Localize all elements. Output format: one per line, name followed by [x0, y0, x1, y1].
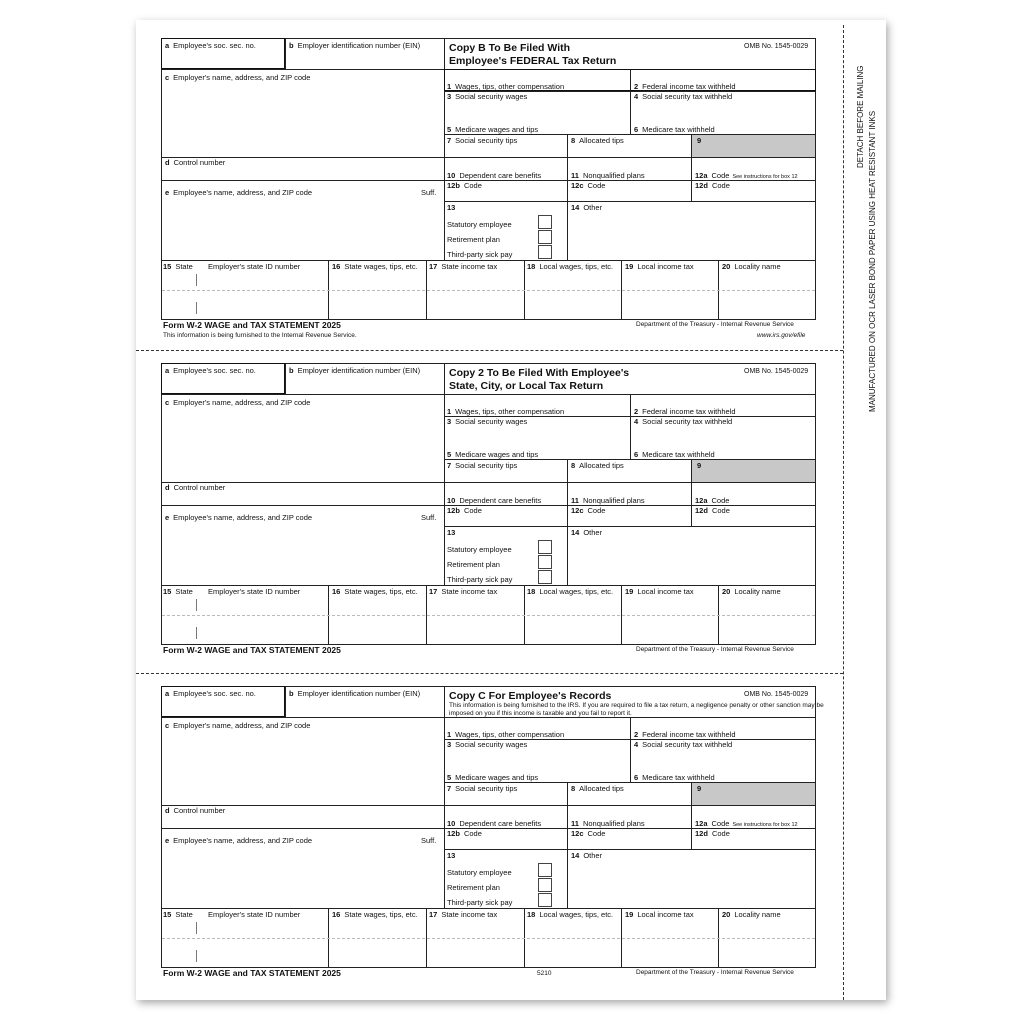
box-2-label: 2 Federal income tax withheld: [634, 407, 736, 416]
box-10-label: 10 Dependent care benefits: [447, 819, 542, 828]
omb-number: OMB No. 1545-0029: [744, 43, 809, 50]
statutory-employee-label: Statutory employee: [447, 545, 512, 554]
retirement-plan-checkbox[interactable]: [538, 230, 552, 244]
box-b-label: b Employer identification number (EIN): [289, 366, 421, 375]
box-c-label: c Employer's name, address, and ZIP code: [165, 73, 311, 82]
box-9-shaded: [692, 783, 815, 805]
detach-notice: DETACH BEFORE MAILING: [856, 65, 865, 168]
box-11-label: 11 Nonqualified plans: [571, 496, 645, 505]
box-a-label: a Employee's soc. sec. no.: [165, 689, 256, 698]
box-13-label: 13: [447, 528, 456, 537]
box-12d-label: 12d Code: [695, 506, 730, 515]
omb-number: OMB No. 1545-0029: [744, 368, 809, 375]
box-c-label: c Employer's name, address, and ZIP code: [165, 721, 311, 730]
box-19-label: 19 Local income tax: [625, 262, 694, 271]
box-5-label: 5 Medicare wages and tips: [447, 450, 539, 459]
retirement-plan-label: Retirement plan: [447, 235, 500, 244]
box-12a-label: 12a Code: [695, 496, 730, 505]
box-d-label: d Control number: [165, 806, 226, 815]
box-12c-label: 12c Code: [571, 829, 606, 838]
box-19-label: 19 Local income tax: [625, 910, 694, 919]
box-1-label: 1 Wages, tips, other compensation: [447, 407, 565, 416]
box-6-label: 6 Medicare tax withheld: [634, 450, 715, 459]
form-name: Form W-2 WAGE and TAX STATEMENT 2025: [163, 320, 341, 330]
box-3-label: 3 Social security wages: [447, 92, 528, 101]
box-b-label: b Employer identification number (EIN): [289, 41, 421, 50]
box-e-label: e Employee's name, address, and ZIP code: [165, 836, 313, 845]
retirement-plan-checkbox[interactable]: [538, 555, 552, 569]
sick-pay-checkbox[interactable]: [538, 570, 552, 584]
box-4-label: 4 Social security tax withheld: [634, 740, 733, 749]
box-12b-label: 12b Code: [447, 181, 482, 190]
box-11-label: 11 Nonqualified plans: [571, 171, 645, 180]
box-18-label: 18 Local wages, tips, etc.: [527, 910, 614, 919]
box-7-label: 7 Social security tips: [447, 784, 518, 793]
box-5-label: 5 Medicare wages and tips: [447, 773, 539, 782]
box-3-label: 3 Social security wages: [447, 740, 528, 749]
box-17-label: 17 State income tax: [429, 587, 498, 596]
form-number: 5210: [537, 970, 552, 977]
w2-copy-2: [0, 325, 1024, 655]
statutory-employee-checkbox[interactable]: [538, 215, 552, 229]
box-10-label: 10 Dependent care benefits: [447, 171, 542, 180]
box-12c-label: 12c Code: [571, 181, 606, 190]
copy-title: Copy B To Be Filed With: [449, 42, 571, 54]
box-20-label: 20 Locality name: [722, 262, 781, 271]
box-8-label: 8 Allocated tips: [571, 461, 624, 470]
box-12d-label: 12d Code: [695, 829, 730, 838]
box-15-label: 15 State: [163, 910, 193, 919]
box-20-label: 20 Locality name: [722, 910, 781, 919]
sick-pay-label: Third-party sick pay: [447, 575, 513, 584]
w2-copy-1: [0, 0, 1024, 339]
box-e-label: e Employee's name, address, and ZIP code: [165, 188, 313, 197]
box-b-label: b Employer identification number (EIN): [289, 689, 421, 698]
box-12b-label: 12b Code: [447, 829, 482, 838]
box-d-label: d Control number: [165, 158, 226, 167]
retirement-plan-label: Retirement plan: [447, 560, 500, 569]
retirement-plan-checkbox[interactable]: [538, 878, 552, 892]
retirement-plan-label: Retirement plan: [447, 883, 500, 892]
box-1-label: 1 Wages, tips, other compensation: [447, 82, 565, 91]
box-12a-label: 12a Code See instructions for box 12: [695, 819, 798, 828]
copy-title: Copy C For Employee's Records: [449, 690, 612, 702]
irs-dept: Department of the Treasury - Internal Revenue Service: [636, 969, 794, 976]
suffix-label: Suff.: [421, 836, 437, 845]
box-9-shaded: [692, 460, 815, 482]
statutory-employee-checkbox[interactable]: [538, 863, 552, 877]
irs-dept: Department of the Treasury - Internal Revenue Service: [636, 646, 794, 653]
paper-notice: MANUFACTURED ON OCR LASER BOND PAPER USING HEAT RESISTANT INKS: [868, 110, 877, 412]
box-a-label: a Employee's soc. sec. no.: [165, 366, 256, 375]
box-13-label: 13: [447, 851, 456, 860]
box-18-label: 18 Local wages, tips, etc.: [527, 262, 614, 271]
box-9-label: 9: [697, 784, 702, 793]
statutory-employee-label: Statutory employee: [447, 868, 512, 877]
box-15-label: 15 State: [163, 587, 193, 596]
box-a-label: a Employee's soc. sec. no.: [165, 41, 256, 50]
box-2-label: 2 Federal income tax withheld: [634, 82, 736, 91]
copy-subtitle: State, City, or Local Tax Return: [449, 380, 604, 392]
box-2-label: 2 Federal income tax withheld: [634, 730, 736, 739]
state-id-label: Employer's state ID number: [208, 262, 301, 271]
copy-subtitle: Employee's FEDERAL Tax Return: [449, 55, 617, 67]
box-14-label: 14 Other: [571, 851, 603, 860]
sick-pay-checkbox[interactable]: [538, 893, 552, 907]
box-6-label: 6 Medicare tax withheld: [634, 773, 715, 782]
box-11-label: 11 Nonqualified plans: [571, 819, 645, 828]
form-name: Form W-2 WAGE and TAX STATEMENT 2025: [163, 645, 341, 655]
statutory-employee-checkbox[interactable]: [538, 540, 552, 554]
box-3-label: 3 Social security wages: [447, 417, 528, 426]
box-12b-label: 12b Code: [447, 506, 482, 515]
box-9-label: 9: [697, 461, 702, 470]
box-14-label: 14 Other: [571, 203, 603, 212]
box-16-label: 16 State wages, tips, etc.: [332, 910, 418, 919]
box-20-label: 20 Locality name: [722, 587, 781, 596]
w2-copy-3: [0, 648, 1024, 978]
copy-note: This information is being furnished to the IRS. If you are required to file a tax return, a negligence penalty or other sanction may be imposed on you if this income is taxable and you fail to report it.: [449, 702, 824, 717]
efile-link[interactable]: www.irs.gov/efile: [757, 332, 806, 339]
sick-pay-label: Third-party sick pay: [447, 898, 513, 907]
box-8-label: 8 Allocated tips: [571, 136, 624, 145]
box-14-label: 14 Other: [571, 528, 603, 537]
box-17-label: 17 State income tax: [429, 262, 498, 271]
box-c-label: c Employer's name, address, and ZIP code: [165, 398, 311, 407]
box-15-label: 15 State: [163, 262, 193, 271]
sick-pay-label: Third-party sick pay: [447, 250, 513, 259]
box-16-label: 16 State wages, tips, etc.: [332, 262, 418, 271]
box-10-label: 10 Dependent care benefits: [447, 496, 542, 505]
box-8-label: 8 Allocated tips: [571, 784, 624, 793]
statutory-employee-label: Statutory employee: [447, 220, 512, 229]
box-9-label: 9: [697, 136, 702, 145]
state-id-label: Employer's state ID number: [208, 910, 301, 919]
box-17-label: 17 State income tax: [429, 910, 498, 919]
box-12c-label: 12c Code: [571, 506, 606, 515]
copy-title: Copy 2 To Be Filed With Employee's: [449, 367, 630, 379]
box-1-label: 1 Wages, tips, other compensation: [447, 730, 565, 739]
box-5-label: 5 Medicare wages and tips: [447, 125, 539, 134]
form-name: Form W-2 WAGE and TAX STATEMENT 2025: [163, 968, 341, 978]
box-4-label: 4 Social security tax withheld: [634, 92, 733, 101]
box-7-label: 7 Social security tips: [447, 461, 518, 470]
state-id-label: Employer's state ID number: [208, 587, 301, 596]
box-7-label: 7 Social security tips: [447, 136, 518, 145]
suffix-label: Suff.: [421, 188, 437, 197]
omb-number: OMB No. 1545-0029: [744, 691, 809, 698]
box-4-label: 4 Social security tax withheld: [634, 417, 733, 426]
box-16-label: 16 State wages, tips, etc.: [332, 587, 418, 596]
box-12a-label: 12a Code See instructions for box 12: [695, 171, 798, 180]
footer-note: This information is being furnished to the Internal Revenue Service.: [163, 332, 357, 339]
box-6-label: 6 Medicare tax withheld: [634, 125, 715, 134]
suffix-label: Suff.: [421, 513, 437, 522]
box-9-shaded: [692, 135, 815, 157]
box-e-label: e Employee's name, address, and ZIP code: [165, 513, 313, 522]
box-13-label: 13: [447, 203, 456, 212]
box-19-label: 19 Local income tax: [625, 587, 694, 596]
box-18-label: 18 Local wages, tips, etc.: [527, 587, 614, 596]
sick-pay-checkbox[interactable]: [538, 245, 552, 259]
irs-dept: Department of the Treasury - Internal Revenue Service: [636, 321, 794, 328]
box-12d-label: 12d Code: [695, 181, 730, 190]
box-d-label: d Control number: [165, 483, 226, 492]
